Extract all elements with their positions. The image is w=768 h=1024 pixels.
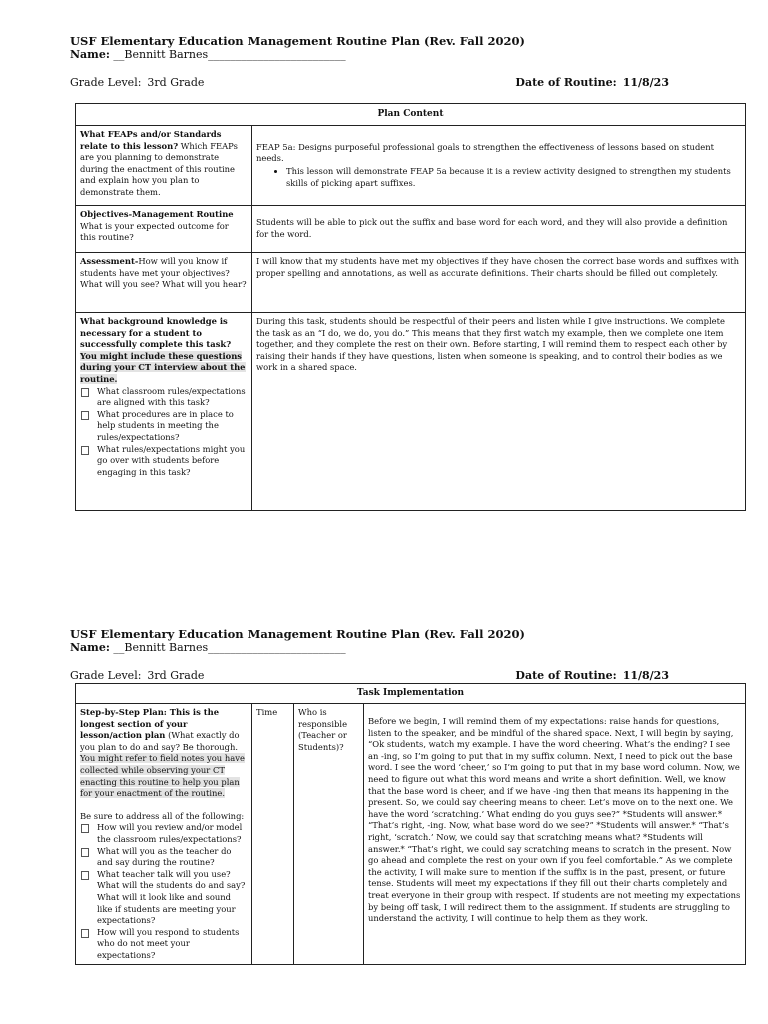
task-implementation-table [75, 683, 746, 965]
responsible-column-header: Who is responsible (Teacher or Students)? [294, 704, 364, 965]
date-value: 11/8/23 [622, 76, 669, 89]
name-value: __Bennitt Barnes_________________________ [109, 48, 346, 61]
checklist-item: What teacher talk will you use? What will the students do and say? What will it look like and sound like if students are meeting your expectations? [80, 869, 247, 927]
page-1-header [70, 34, 745, 90]
background-checklist [80, 386, 247, 479]
feaps-question-bold: What FEAPs and/or Standards relate to this lesson? [80, 129, 222, 151]
meta-row [70, 76, 745, 90]
background-row [76, 313, 746, 511]
background-question [76, 313, 252, 511]
grade-label: Grade Level: [70, 76, 142, 89]
objectives-question [76, 206, 252, 253]
checklist-item: What classroom rules/expectations are aligned with this task? [80, 386, 247, 409]
step-by-step-row [76, 704, 746, 965]
feaps-answer [252, 126, 746, 206]
grade-level [70, 669, 204, 683]
checklist-item: What rules/expectations might you go over with students before engaging in this task? [80, 444, 247, 479]
assessment-question-bold: Assessment- [80, 256, 139, 266]
objectives-row [76, 206, 746, 253]
date-label: Date of Routine: [515, 669, 617, 682]
background-question-bold: What background knowledge is necessary for a student to successfully complete this task? [80, 316, 232, 350]
checklist-item: How will you review and/or model the classroom rules/expectations? [80, 822, 247, 845]
objectives-answer: Students will be able to pick out the suffix and base word for each word, and they will also provide a definition for the word. [252, 206, 746, 253]
background-question-highlight: You might include these questions during your CT interview about the routine. [80, 350, 246, 384]
grade-label: Grade Level: [70, 669, 142, 682]
feaps-bullet: • This lesson will demonstrate FEAP 5a because it is a review activity designed to strengthen my students skills of picking apart suffixes. [286, 166, 741, 189]
page-2-header [70, 627, 745, 683]
grade-value: 3rd Grade [147, 669, 205, 682]
assessment-question-rest: How will you know if students have met your objectives? What will you see? What will you hear? [80, 256, 247, 290]
name-label: Name: [70, 48, 110, 61]
step-checklist [80, 822, 247, 961]
grade-level [70, 76, 204, 90]
date-label: Date of Routine: [515, 76, 617, 89]
objectives-question-bold: Objectives-Management Routine [80, 209, 234, 219]
step-plan-title-highlight: You might refer to field notes you have collected while observing your CT enacting this routine to help you plan for your enactment of the routine. [80, 753, 245, 799]
step-plan-title-rest: (What exactly do you plan to do and say? Be thorough. [80, 730, 240, 752]
feaps-bullets [256, 166, 741, 189]
assessment-question [76, 253, 252, 313]
feaps-answer-text: FEAP 5a: Designs purposeful professional goals to strengthen the effectiveness of lessons based on student needs. [256, 141, 715, 164]
date-value: 11/8/23 [622, 669, 669, 682]
checklist-item: What procedures are in place to help students in meeting the rules/expectations? [80, 409, 247, 444]
step-plan-answer: Before we begin, I will remind them of my expectations: raise hands for questions, listen to the speaker, and be mindful of the shared space. Next, I will begin by saying, “Ok students, watch my example. I have the word cheering. What’s the ending? I see an -ing, so I’m going to put that in my suffix column. Next, I need to pick out the base word. I see the word ‘cheer,’ so I’m going to put that in my base word column. Now, we need to figure out what this word means and write a short definition. Well, we know that the base word is cheer, and if we have -ing then that means its happening in the present. So, we could say cheering means to cheer. Let’s move on to the next one. We have the word ‘scratching.’ What ending do you guys see?” *Students will answer.* “That’s right, -ing. Now, what base word do we see?” *Students will answer.* “That’s right, ‘scratch.’ Now, we could say that scratching means what? *Students will answer.* “That’s right, we could say scratching means to scratch in the present. Now go ahead and complete the rest on your own if you feel comfortable.” As we complete the activity, I will make sure to mention if the suffix is in the past, present, or future tense. Students will meet my expectations if they fill out their charts completely and treat everyone in their group with respect. If students are not meeting my expectations by being off task, I will redirect them to the assignment. If students are struggling to understand the activity, I will continue to help them as they work. [364, 704, 746, 965]
plan-content-heading: Plan Content [76, 104, 746, 126]
feaps-row [76, 126, 746, 206]
date-of-routine [515, 76, 745, 90]
document-title: USF Elementary Education Management Routine Plan (Rev. Fall 2020) [70, 34, 525, 48]
feaps-question [76, 126, 252, 206]
assessment-answer: I will know that my students have met my objectives if they have chosen the correct base words and suffixes with proper spelling and annotations, as well as accurate definitions. Their charts should be filled out completely. [252, 253, 746, 313]
plan-content-table [75, 103, 746, 511]
checklist-item: How will you respond to students who do not meet your expectations? [80, 927, 247, 962]
document-title: USF Elementary Education Management Routine Plan (Rev. Fall 2020) [70, 627, 525, 641]
objectives-question-rest: What is your expected outcome for this routine? [80, 220, 229, 243]
step-plan-question [76, 704, 252, 965]
name-line [70, 641, 745, 655]
checklist-item: What will you as the teacher do and say during the routine? [80, 846, 247, 869]
name-label: Name: [70, 641, 110, 654]
feaps-question-rest: Which FEAPs are you planning to demonstrate during the enactment of this routine and explain how you plan to demonstrate them. [80, 140, 238, 197]
name-line [70, 48, 745, 62]
address-label: Be sure to address all of the following: [80, 810, 245, 821]
task-implementation-heading: Task Implementation [76, 684, 746, 704]
background-answer: During this task, students should be respectful of their peers and listen while I give instructions. We complete the task as an “I do, we do, you do.” This means that they first watch my example, then we complete one item together, and they complete the rest on their own. Before starting, I will remind them to respect each other by raising their hands if they have questions, listen when someone is speaking, and to control their bodies as we work in a shared space. [252, 313, 746, 511]
time-column-header: Time [252, 704, 294, 965]
step-plan-title: Step-by-Step Plan: This is the longest section of your lesson/action plan [80, 707, 220, 741]
name-value: __Bennitt Barnes_________________________ [109, 641, 346, 654]
grade-value: 3rd Grade [147, 76, 205, 89]
date-of-routine [515, 669, 745, 683]
meta-row [70, 669, 745, 683]
assessment-row [76, 253, 746, 313]
